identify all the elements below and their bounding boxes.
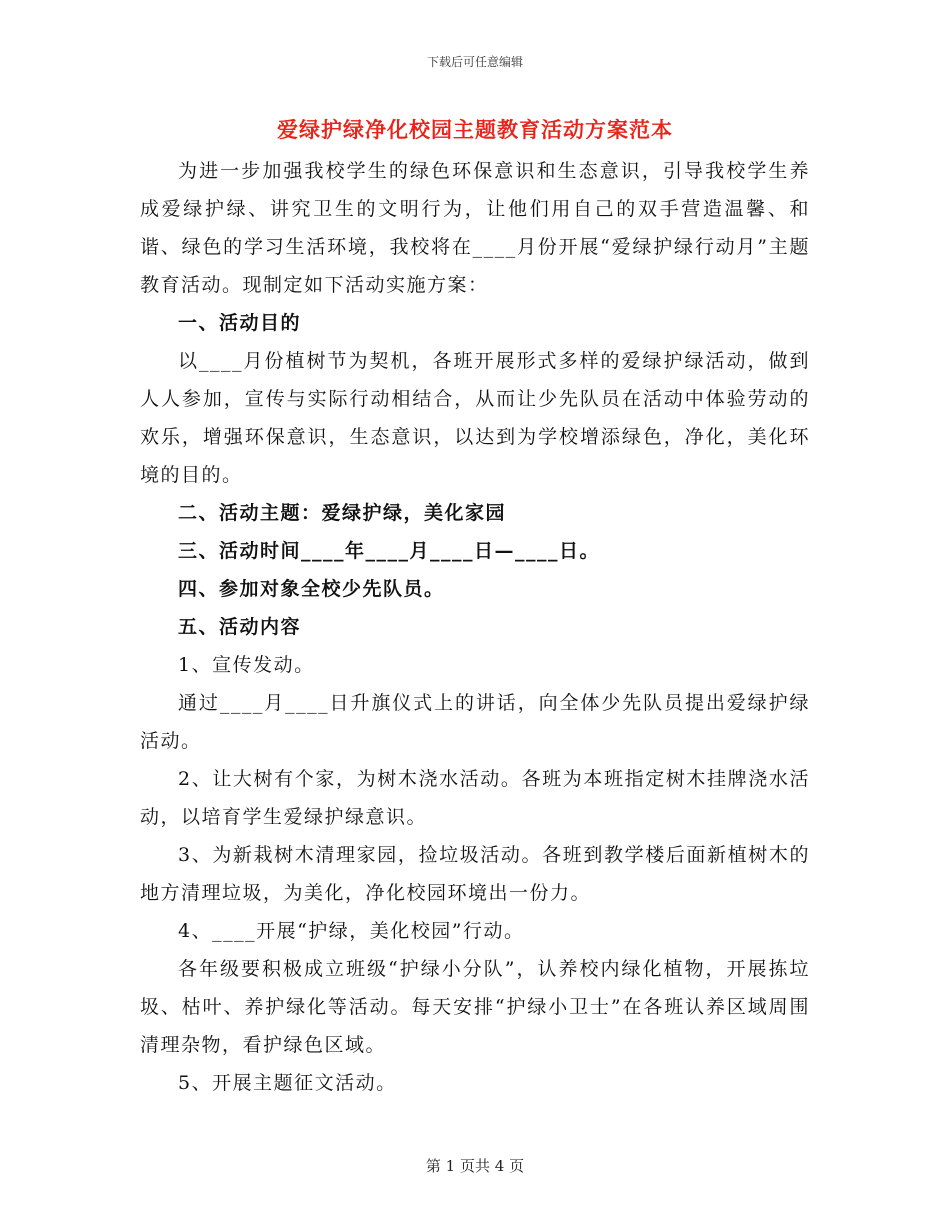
- item-4-body: 各年级要积极成立班级“护绿小分队”，认养校内绿化植物，开展拣垃圾、枯叶、养护绿化等活动。每天安排“护绿小卫士”在各班认养区域周围清理杂物，看护绿色区域。: [140, 958, 810, 1056]
- heading-content: 五、活动内容: [178, 616, 302, 638]
- heading-purpose: 一、活动目的: [178, 312, 302, 334]
- paragraph-purpose: 以____月份植树节为契机，各班开展形式多样的爱绿护绿活动，做到人人参加，宣传与实际行动相结合，从而让少先队员在活动中体验劳动的欢乐，增强环保意识，生态意识，以达到为学校增添绿色，净化，美化环境的目的。: [140, 350, 810, 486]
- document-title: 爱绿护绿净化校园主题教育活动方案范本: [277, 117, 673, 142]
- document-body: [140, 152, 810, 1102]
- item-3: 3、为新栽树木清理家园，捡垃圾活动。各班到教学楼后面新植树木的地方清理垃圾，为美化，净化校园环境出一份力。: [140, 844, 810, 904]
- item-4-title: 4、____开展“护绿，美化校园”行动。: [178, 920, 525, 942]
- heading-time: 三、活动时间____年____月____日—____日。: [178, 540, 601, 562]
- item-5-title: 5、开展主题征文活动。: [178, 1072, 397, 1094]
- paragraph-intro: 为进一步加强我校学生的绿色环保意识和生态意识，引导我校学生养成爱绿护绿、讲究卫生的文明行为，让他们用自己的双手营造温馨、和谐、绿色的学习生活环境，我校将在____月份开展“爱绿护绿行动月”主题教育活动。现制定如下活动实施方案：: [140, 160, 810, 296]
- item-2: 2、让大树有个家，为树木浇水活动。各班为本班指定树木挂牌浇水活动，以培育学生爱绿护绿意识。: [140, 768, 810, 828]
- item-1-title: 1、宣传发动。: [178, 654, 315, 676]
- heading-theme: 二、活动主题：爱绿护绿，美化家园: [178, 502, 507, 524]
- header-note: 下载后可任意编辑: [426, 55, 523, 69]
- page-footer: 第 1 页共 4 页: [425, 1157, 525, 1175]
- item-1-body: 通过____月____日升旗仪式上的讲话，向全体少先队员提出爱绿护绿活动。: [140, 692, 810, 752]
- heading-participants: 四、参加对象全校少先队员。: [178, 578, 445, 600]
